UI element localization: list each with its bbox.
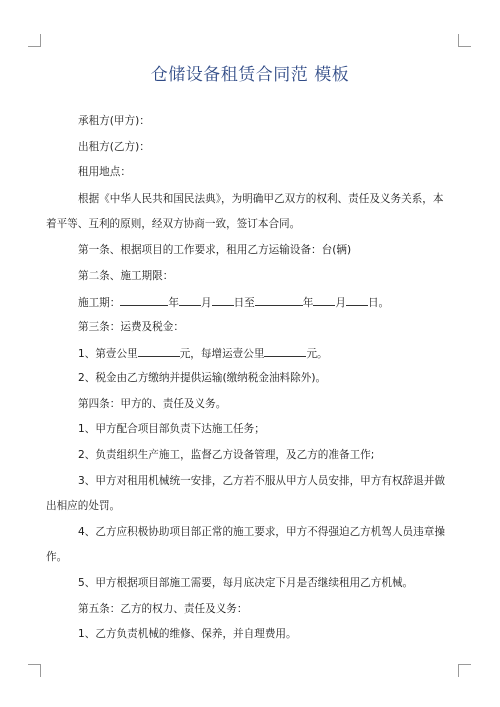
fee-unit: 元。 (306, 348, 328, 360)
fee-line-2: 2、税金由乙方缴纳并提供运输(缴纳税金油料除外)。 (78, 372, 327, 384)
article-4-item-5: 5、甲方根据项目部施工需要，每月底决定下月是否继续租用乙方机械。 (78, 577, 414, 589)
fee-line-1 (78, 345, 448, 361)
article-1: 第一条、根据项目的工作要求，租用乙方运输设备：台(辆) (78, 244, 352, 256)
blank-extra-km-fee[interactable] (264, 345, 306, 357)
blank-start-year[interactable] (120, 294, 168, 306)
article-4-item-1: 1、甲方配合项目部负责下达施工任务； (78, 423, 265, 435)
page-corner-mark-top-right (458, 34, 471, 47)
period-month-1: 月 (200, 297, 212, 309)
blank-first-km-fee[interactable] (138, 345, 180, 357)
article-4-item-3: 3、甲方对租用机械统一安排，乙方若不服从甲方人员安排，甲方有权辞退并做 (78, 475, 445, 487)
article-5: 第五条：乙方的权力、责任及义务： (78, 603, 248, 615)
document-title: 仓储设备租赁合同范 模板 (150, 65, 350, 85)
lessee-line: 承租方(甲方)： (78, 115, 150, 127)
period-year-2: 年 (302, 297, 314, 309)
blank-end-year[interactable] (255, 294, 303, 306)
article-4-item-4-cont: 作。 (46, 551, 68, 563)
blank-end-day[interactable] (346, 294, 368, 306)
period-day-to: 日至 (233, 297, 255, 309)
fee-extra-km-label: 元，每增运壹公里 (179, 348, 265, 360)
blank-start-month[interactable] (179, 294, 201, 306)
intro-line-1: 根据《中华人民共和国民法典》，为明确甲乙双方的权利、责任及义务关系，本 (78, 193, 444, 205)
fee-first-km-label: 1、第壹公里 (78, 348, 138, 360)
article-2: 第二条、施工期限： (78, 270, 174, 282)
construction-period-line (78, 294, 448, 310)
intro-line-2: 着平等、互利的原则，经双方协商一致，签订本合同。 (46, 218, 301, 230)
blank-start-day[interactable] (212, 294, 234, 306)
lessor-line: 出租方(乙方)： (78, 141, 150, 153)
article-4: 第四条：甲方的、责任及义务。 (78, 398, 227, 410)
period-label: 施工期： (78, 297, 121, 309)
article-4-item-2: 2、负责组织生产施工，监督乙方设备管理，及乙方的准备工作; (78, 449, 375, 461)
page-corner-mark-bottom-right (458, 664, 471, 677)
article-3: 第三条：运费及税金： (78, 321, 184, 333)
period-day-end: 日。 (367, 297, 390, 309)
location-line: 租用地点： (78, 166, 131, 178)
page-corner-mark-bottom-left (28, 664, 41, 677)
article-5-item-1: 1、乙方负责机械的维修、保养，并自理费用。 (78, 628, 297, 640)
article-4-item-3-cont: 出相应的处罚。 (46, 500, 121, 512)
period-year-1: 年 (168, 297, 179, 309)
period-month-2: 月 (335, 297, 346, 309)
page-corner-mark-top-left (28, 34, 41, 47)
article-4-item-4: 4、乙方应积极协助项目部正常的施工要求，甲方不得强迫乙方机驾人员违章操 (78, 526, 445, 538)
blank-end-month[interactable] (313, 294, 335, 306)
